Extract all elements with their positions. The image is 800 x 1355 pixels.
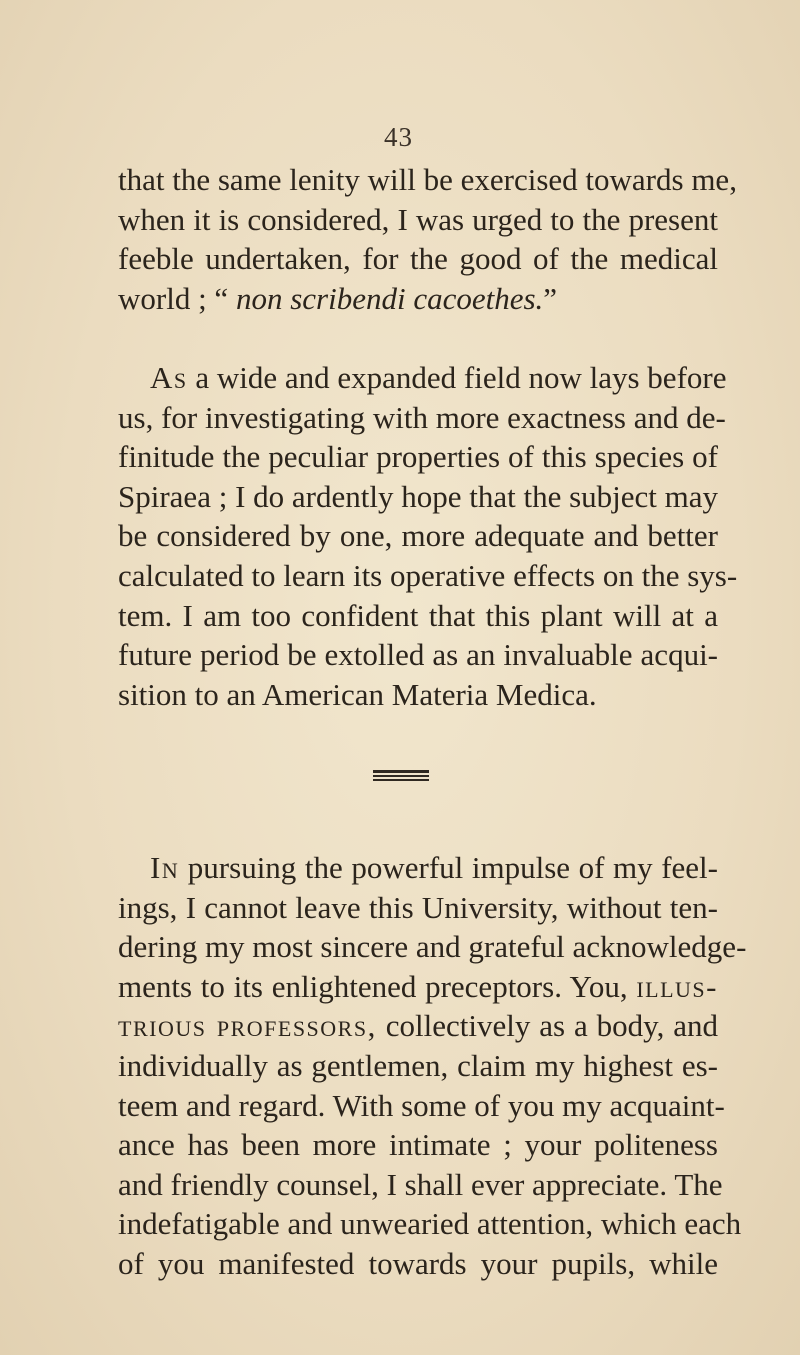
- text-line: [118, 967, 718, 1007]
- text-line: individually as gentlemen, claim my highest es-: [118, 1047, 718, 1083]
- small-caps-text: illus-: [636, 968, 718, 1004]
- text-line: us, for investigating with more exactness and de-: [118, 399, 726, 435]
- text-line: [118, 358, 727, 398]
- text-line: Spiraea ; I do ardently hope that the subject may: [118, 478, 719, 514]
- text-line: [118, 848, 718, 888]
- text-line: ings, I cannot leave this University, without ten-: [118, 889, 718, 925]
- text-line: sition to an American Materia Medica.: [118, 676, 597, 712]
- paragraph-1: [118, 160, 737, 318]
- text-line: indefatigable and unwearied attention, which each: [118, 1206, 742, 1242]
- text-fragment: ments to its enlightened preceptors. You,: [118, 968, 637, 1004]
- text-fragment: pursuing the powerful impulse of my feel-: [179, 850, 718, 885]
- paragraph-lead: In: [150, 850, 180, 885]
- text-line: when it is considered, I was urged to the present: [118, 201, 718, 237]
- text-line: be considered by one, more adequate and better: [118, 518, 718, 554]
- text-line: tem. I am too confident that this plant will at a: [118, 597, 718, 633]
- text-line: dering my most sincere and grateful acknowledge-: [118, 929, 747, 965]
- text-line: feeble undertaken, for the good of the medical: [118, 241, 718, 277]
- divider-rule: [373, 775, 429, 777]
- text-line: teem and regard. With some of you my acquaint-: [118, 1087, 725, 1123]
- text-line: of you manifested towards your pupils, while: [118, 1245, 718, 1281]
- divider-rule: [373, 779, 429, 781]
- divider-rule: [373, 770, 429, 773]
- text-line: that the same lenity will be exercised towards me,: [118, 162, 737, 197]
- text-line: future period be extolled as an invaluable acqui-: [118, 637, 718, 673]
- small-caps-text: trious professors,: [118, 1008, 377, 1044]
- text-line: [118, 1006, 718, 1046]
- text-line: finitude the peculiar properties of this species of: [118, 439, 718, 475]
- page-number: 43: [384, 122, 413, 152]
- text-line: calculated to learn its operative effects on the sys-: [118, 557, 738, 593]
- paragraph-2: [118, 358, 738, 714]
- text-line: [118, 279, 718, 319]
- text-line: ance has been more intimate ; your politeness: [118, 1127, 718, 1163]
- quote-mark: ”: [543, 280, 558, 316]
- paragraph-lead: As: [150, 360, 188, 395]
- text-fragment: a wide and expanded field now lays before: [187, 360, 727, 395]
- paragraph-3: [118, 848, 747, 1284]
- latin-quote: non scribendi cacoethes.: [235, 280, 544, 316]
- text-fragment: collectively as a body, and: [385, 1008, 719, 1044]
- section-divider: [373, 770, 429, 783]
- text-fragment: world ; “: [118, 280, 236, 316]
- text-line: and friendly counsel, I shall ever appreciate. The: [118, 1166, 723, 1202]
